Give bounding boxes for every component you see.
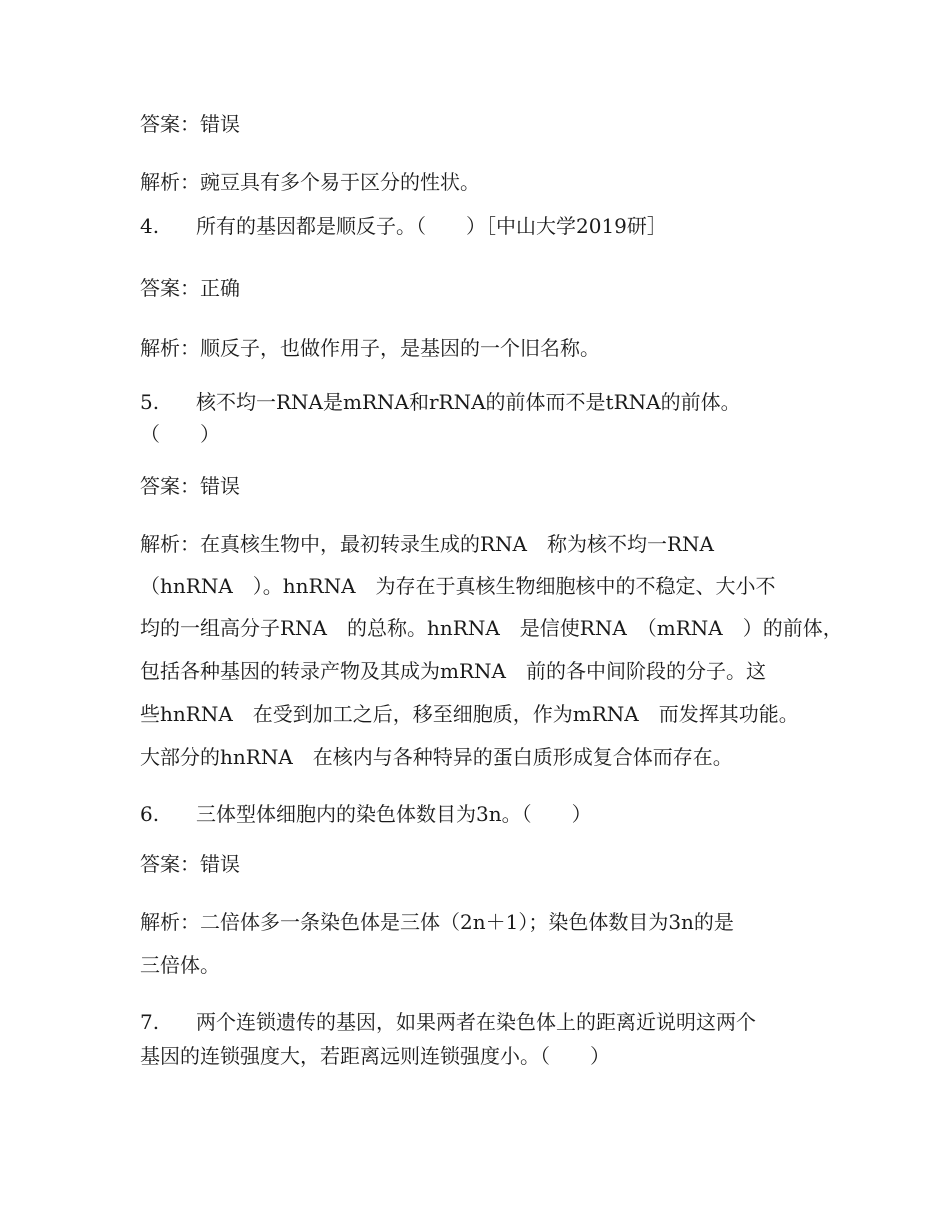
explanation-5-line-4: 包括各种基因的转录产物及其成为mRNA 前的各中间阶段的分子。这 bbox=[140, 659, 766, 683]
question-number: 7. bbox=[140, 1010, 160, 1034]
question-5-cont: （ ） bbox=[140, 422, 220, 446]
question-5 bbox=[140, 386, 741, 418]
explanation-5-line-2: （hnRNA ）。hnRNA 为存在于真核生物细胞核中的不稳定、大小不 bbox=[140, 574, 776, 598]
answer-5: 答案：错误 bbox=[140, 474, 240, 498]
explanation-4: 解析：顺反子，也做作用子，是基因的一个旧名称。 bbox=[140, 336, 600, 360]
question-7 bbox=[140, 1006, 756, 1038]
answer-6: 答案：错误 bbox=[140, 852, 240, 876]
explanation-6-line-1: 解析：二倍体多一条染色体是三体（2n＋1）；染色体数目为3n的是 bbox=[140, 910, 734, 934]
answer-3: 答案：错误 bbox=[140, 112, 240, 136]
answer-4: 答案：正确 bbox=[140, 276, 240, 300]
question-6 bbox=[140, 798, 592, 830]
question-number: 5. bbox=[140, 390, 160, 414]
question-text: 所有的基因都是顺反子。（ ）［中山大学2019研］ bbox=[196, 214, 667, 238]
explanation-5-line-1: 解析：在真核生物中，最初转录生成的RNA 称为核不均一RNA bbox=[140, 532, 715, 556]
question-text: 三体型体细胞内的染色体数目为3n。（ ） bbox=[196, 802, 592, 826]
explanation-5-line-5: 些hnRNA 在受到加工之后，移至细胞质，作为mRNA 而发挥其功能。 bbox=[140, 702, 799, 726]
explanation-6-line-2: 三倍体。 bbox=[140, 953, 220, 977]
question-7-cont: 基因的连锁强度大，若距离远则连锁强度小。（ ） bbox=[140, 1044, 610, 1068]
explanation-5-line-3: 均的一组高分子RNA 的总称。hnRNA 是信使RNA （mRNA ）的前体， bbox=[140, 616, 843, 640]
question-number: 6. bbox=[140, 802, 160, 826]
question-4 bbox=[140, 210, 667, 242]
question-number: 4. bbox=[140, 214, 160, 238]
explanation-3: 解析：豌豆具有多个易于区分的性状。 bbox=[140, 170, 480, 194]
question-text: 核不均一RNA是mRNA和rRNA的前体而不是tRNA的前体。 bbox=[196, 390, 741, 414]
question-text: 两个连锁遗传的基因，如果两者在染色体上的距离近说明这两个 bbox=[196, 1010, 756, 1034]
explanation-5-line-6: 大部分的hnRNA 在核内与各种特异的蛋白质形成复合体而存在。 bbox=[140, 745, 733, 769]
